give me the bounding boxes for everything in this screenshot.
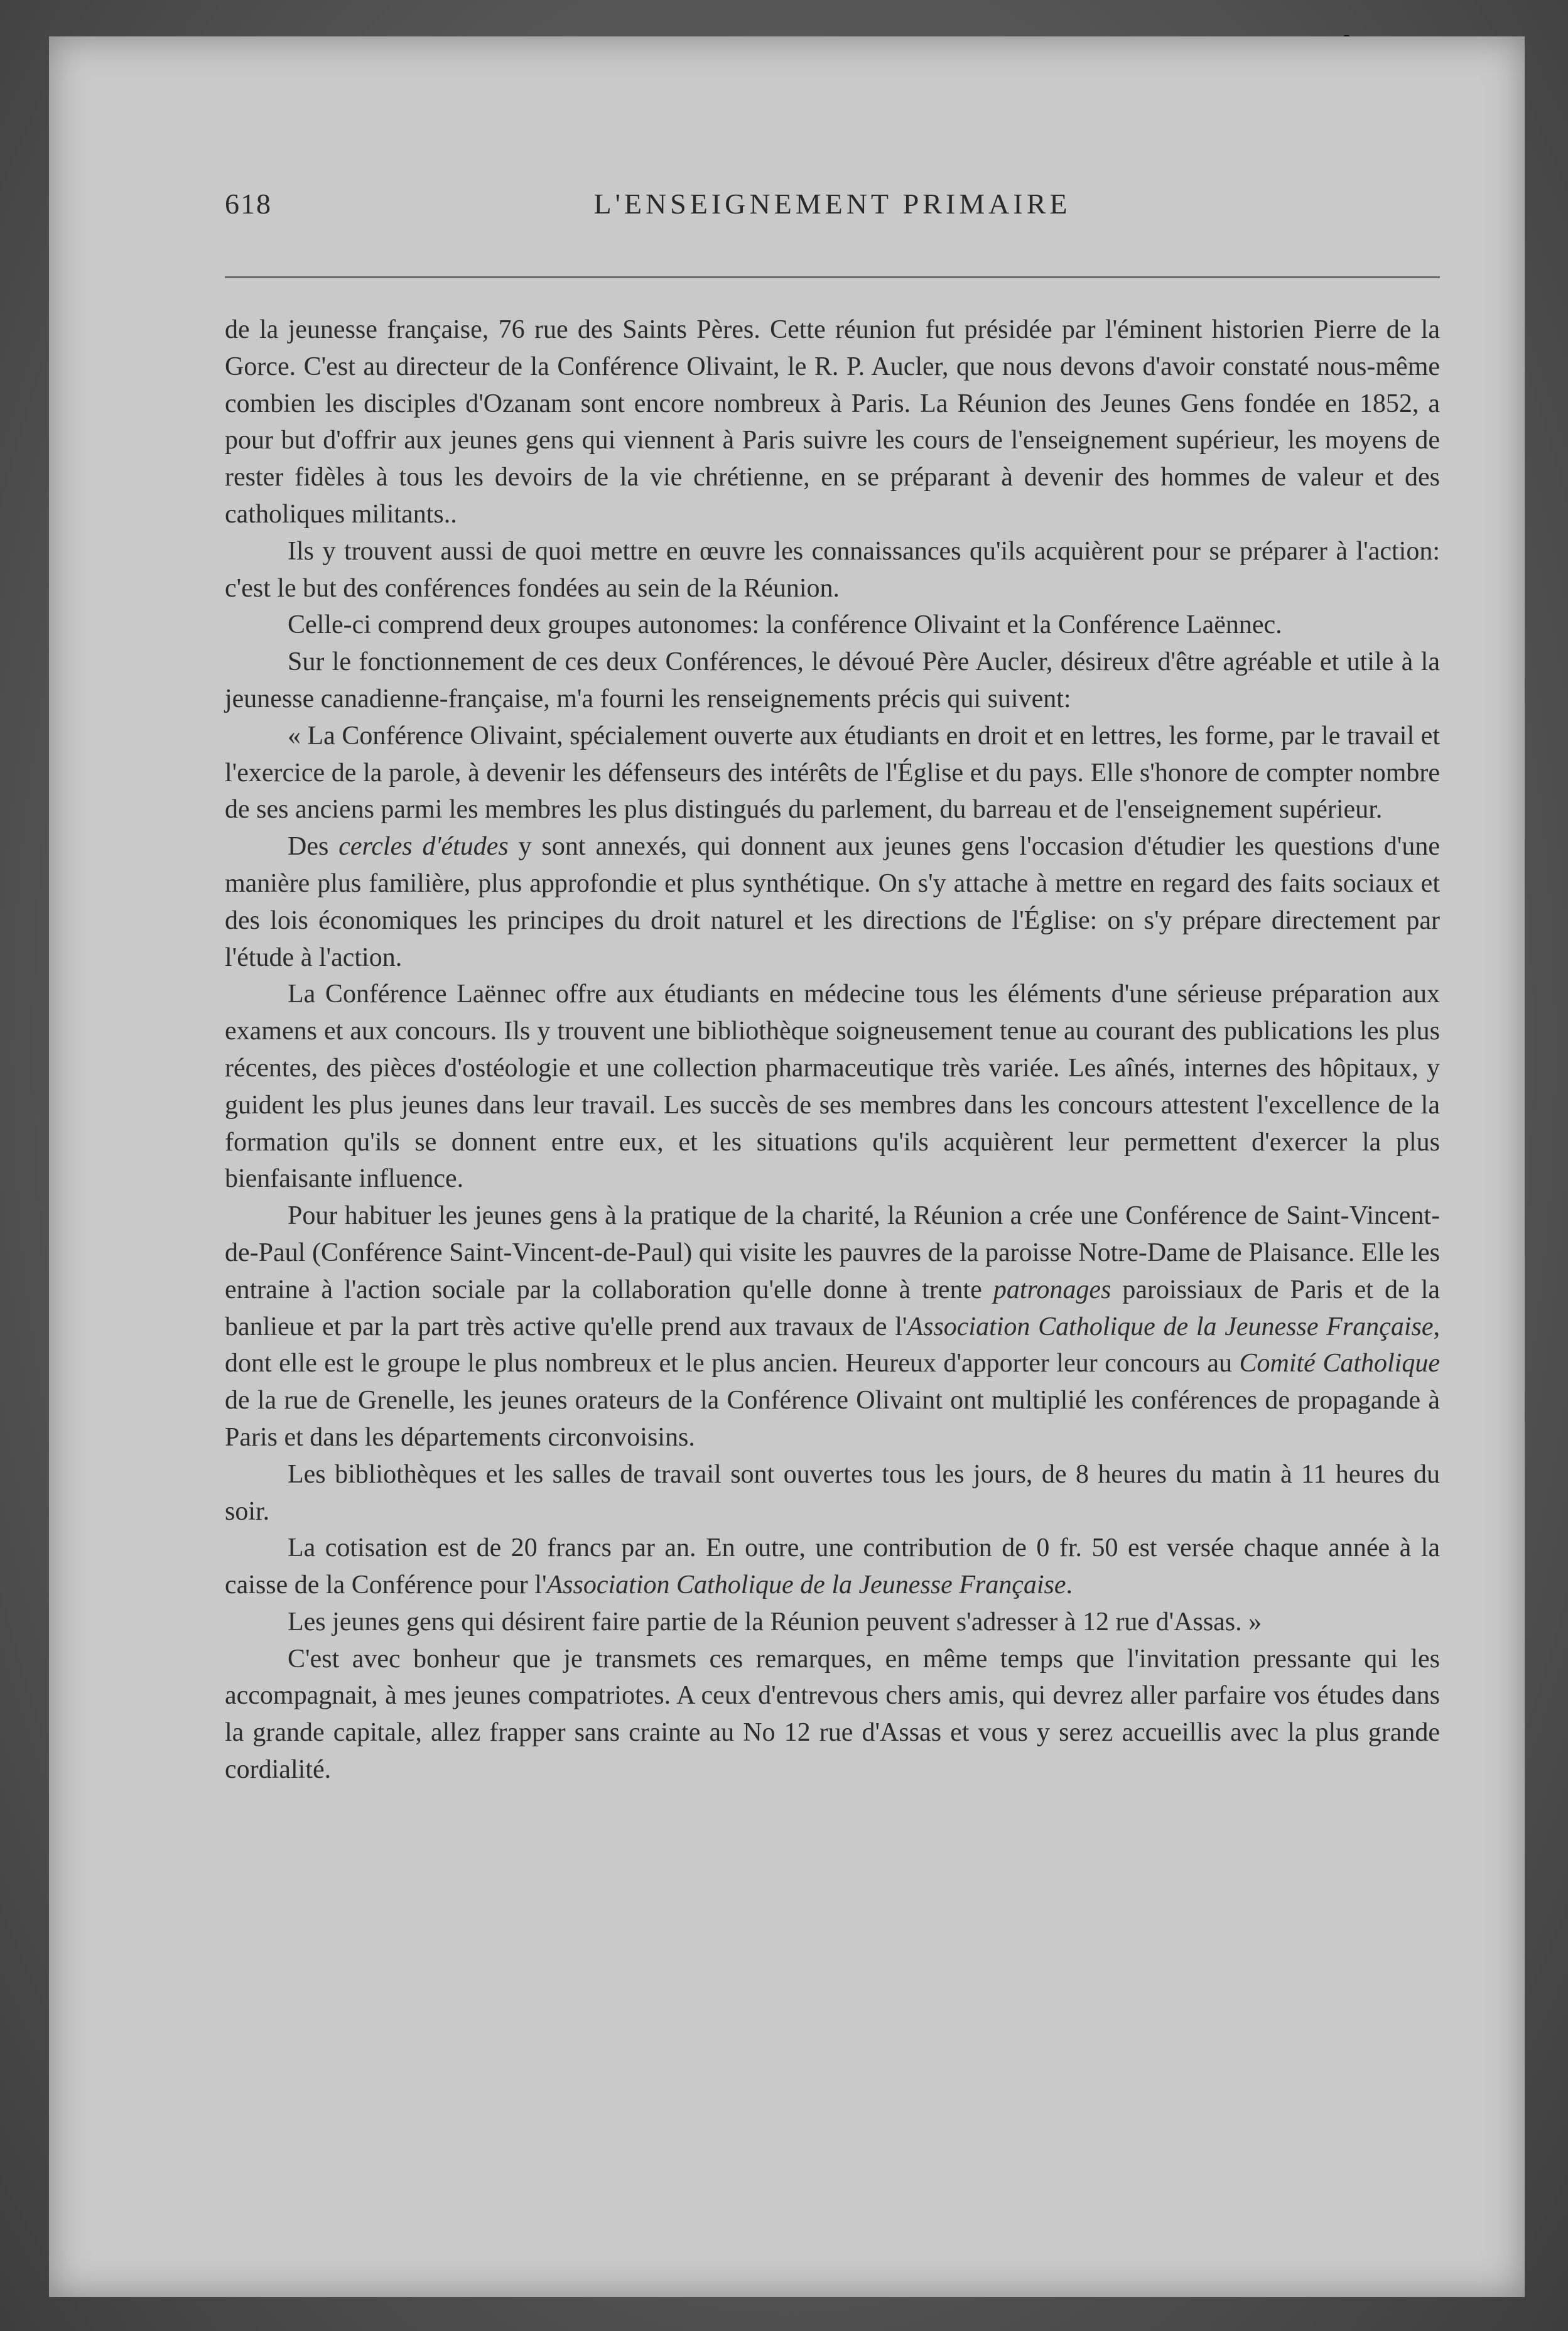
paragraph (225, 644, 1440, 718)
italic-text: patronages (993, 1275, 1111, 1304)
italic-text: Comité Catholique (1239, 1349, 1440, 1378)
paragraph (225, 828, 1440, 976)
paragraph (225, 1604, 1440, 1641)
paragraph (225, 1456, 1440, 1530)
header-rule (225, 276, 1440, 278)
page-number: 618 (225, 188, 272, 220)
paragraph (225, 718, 1440, 828)
text-run: , dont elle est le groupe le plus nombreux et le plus ancien. Heureux d'apporter leur concours au (225, 1312, 1440, 1378)
text-run: y sont annexés, qui donnent aux jeunes gens l'occasion d'étudier les questions d'une manière plus familière, plus approfondie et plus synthétique. On s'y attache à mettre en regard des faits sociaux et des lois économiques les principes du droit naturel et les directions de l'Église: on s'y prépare directement par l'étude à l'action. (225, 832, 1440, 972)
text-run: Les jeunes gens qui désirent faire partie de la Réunion peuvent s'adresser à 12 rue d'Assas. » (288, 1607, 1262, 1636)
paragraph (225, 607, 1440, 644)
text-run: Celle-ci comprend deux groupes autonomes: la conférence Olivaint et la Conférence Laënnec. (288, 610, 1282, 640)
text-run: La Conférence Laënnec offre aux étudiants en médecine tous les éléments d'une sérieuse préparation aux examens et aux concours. Ils y trouvent une bibliothèque soigneusement tenue au courant des publications les plus récentes, des pièces d'ostéologie et une collection pharmaceutique très variée. Les aînés, internes des hôpitaux, y guident les plus jeunes dans leur travail. Les succès de ses membres dans les concours attestent l'excellence de la formation qu'ils se donnent entre eux, et les situations qu'ils acquièrent leur permettent d'exercer la plus bienfaisante influence. (225, 980, 1440, 1194)
paragraph (225, 1530, 1440, 1604)
text-run: de la jeunesse française, 76 rue des Saints Pères. Cette réunion fut présidée par l'éminent historien Pierre de la Gorce. C'est au directeur de la Conférence Olivaint, le R. P. Aucler, que nous devons d'avoir constaté nous-même combien les disciples d'Ozanam sont encore nombreux à Paris. La Réunion des Jeunes Gens fondée en 1852, a pour but d'offrir aux jeunes gens qui viennent à Paris suivre les cours de l'enseignement supérieur, les moyens de rester fidèles à tous les devoirs de la vie chrétienne, en se préparant à devenir des hommes de valeur et des catholiques militants.. (225, 315, 1440, 529)
paragraph (225, 533, 1440, 607)
paragraph (225, 1198, 1440, 1456)
text-run: de la rue de Grenelle, les jeunes orateurs de la Conférence Olivaint ont multiplié les conférences de propagande à Paris et dans les départements circonvoisins. (225, 1386, 1440, 1452)
text-run: . (1066, 1571, 1073, 1600)
header-title: L'ENSEIGNEMENT PRIMAIRE (593, 188, 1071, 220)
text-run: Ils y trouvent aussi de quoi mettre en œuvre les connaissances qu'ils acquièrent pour se préparer à l'action: c'est le but des conférences fondées au sein de la Réunion. (225, 536, 1440, 603)
text-run: Des (288, 832, 339, 862)
text-run: Sur le fonctionnement de ces deux Conférences, le dévoué Père Aucler, désireux d'être agréable et utile à la jeunesse canadienne-française, m'a fourni les renseignements précis qui suivent: (225, 647, 1440, 713)
text-run: « La Conférence Olivaint, spécialement ouverte aux étudiants en droit et en lettres, les forme, par le travail et l'exercice de la parole, à devenir les défenseurs des intérêts de l'Église et du pays. Elle s'honore de compter nombre de ses anciens parmi les membres les plus distingués du parlement, du barreau et de l'enseignement supérieur. (225, 721, 1440, 825)
text-run: paroissiaux de Paris et de la banlieue et par la part très active qu'elle prend aux travaux de l' (225, 1275, 1440, 1341)
text-run: C'est avec bonheur que je transmets ces remarques, en même temps que l'invitation pressante qui les accompagnait, à mes jeunes compatriotes. A ceux d'entrevous chers amis, qui devrez aller parfaire vos études dans la grande capitale, allez frapper sans crainte au No 12 rue d'Assas et vous y serez accueillis avec la plus grande cordialité. (225, 1644, 1440, 1785)
paragraph (225, 1641, 1440, 1788)
text-run: Les bibliothèques et les salles de travail sont ouvertes tous les jours, de 8 heures du matin à 11 heures du soir. (225, 1459, 1440, 1526)
body-text (225, 311, 1440, 1788)
italic-text: Association Catholique de la Jeunesse Française (907, 1312, 1434, 1341)
running-head (225, 187, 1440, 237)
text-run: La cotisation est de 20 francs par an. En outre, une contribution de 0 fr. 50 est versée chaque année à la caisse de la Conférence pour l' (225, 1533, 1440, 1600)
paragraph (225, 976, 1440, 1198)
text-run: Pour habituer les jeunes gens à la pratique de la charité, la Réunion a crée une Conférence de Saint-Vincent-de-Paul (Conférence Saint-Vincent-de-Paul) qui visite les pauvres de la paroisse Notre-Dame de Plaisance. Elle les entraine à l'action sociale par la collaboration qu'elle donne à trente (225, 1201, 1440, 1304)
paragraph (225, 311, 1440, 533)
italic-text: Association Catholique de la Jeunesse Française (546, 1571, 1066, 1600)
italic-text: cercles d'études (338, 832, 509, 862)
